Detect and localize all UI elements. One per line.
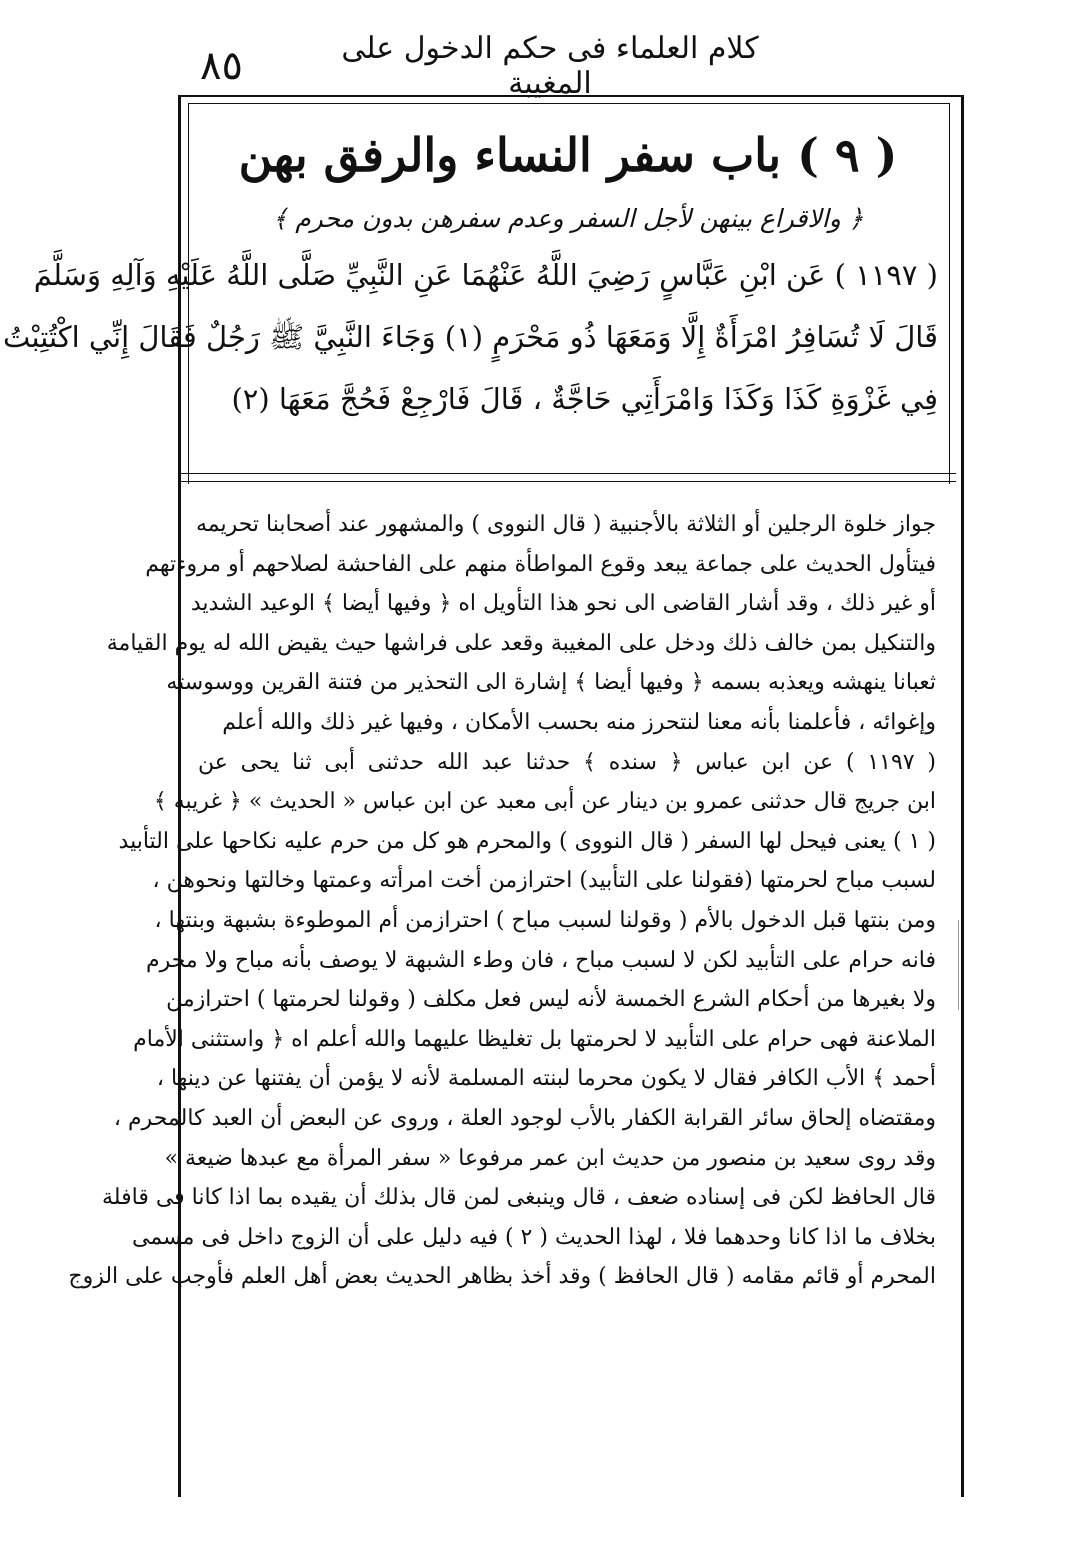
section-divider-inner — [180, 481, 956, 482]
section-divider — [180, 473, 956, 474]
running-head-title: كلام العلماء فى حكم الدخول على المغيبة — [341, 31, 759, 101]
commentary-line: فانه حرام على التأبيد لكن لا لسبب مباح ، فان وطء الشبهة لا يوصف بأنه مباح ولا محرم — [145, 947, 936, 973]
hadith-section — [3, 120, 938, 430]
commentary-line: قال الحافظ لكن فى إسناده ضعف ، قال وينبغى لمن قال بذلك أن يقيده بما اذا كانا فى قافلة — [102, 1185, 936, 1211]
commentary-section — [68, 505, 936, 1297]
chapter-subtitle: ﴿ والاقراع بينهن لأجل السفر وعدم سفرهن بدون محرم ﴾ — [272, 204, 864, 233]
commentary-line: ومقتضاه إلحاق سائر القرابة الكفار بالأب لوجود العلة ، وروى عن البعض أن العبد كالمحرم ، — [113, 1105, 936, 1131]
running-head — [180, 31, 900, 101]
commentary-line: ( ١ ) يعنى فيحل لها السفر ( قال النووى ) والمحرم هو كل من حرم عليه نكاحها على التأبيد — [118, 828, 936, 854]
commentary-line: بخلاف ما اذا كانا وحدهما فلا ، لهذا الحديث ( ٢ ) فيه دليل على أن الزوج داخل فى مسمى — [131, 1224, 936, 1250]
commentary-line: ثعبانا ينهشه ويعذبه بسمه ﴿ وفيها أيضا ﴾ إشارة الى التحذير من فتنة القرين ووسوسته — [166, 670, 936, 696]
hadith-line: فِي غَزْوَةِ كَذَا وَكَذَا وَامْرَأَتِي حَاجَّةٌ ، قَالَ فَارْجِعْ فَحُجَّ مَعَهَا (٢) — [231, 382, 938, 416]
page-number: ٨٥ — [200, 43, 243, 89]
commentary-line: المحرم أو قائم مقامه ( قال الحافظ ) وقد أخذ بظاهر الحديث بعض أهل العلم فأوجب على الزوج — [68, 1264, 936, 1290]
commentary-line: وقد روى سعيد بن منصور من حديث ابن عمر مرفوعا « سفر المرأة مع عبدها ضيعة » — [164, 1145, 936, 1171]
commentary-line: ( ١١٩٧ ) عن ابن عباس ﴿ سنده ﴾ حدثنا عبد الله حدثنى أبى ثنا يحى عن — [198, 749, 936, 775]
commentary-line: ومن بنتها قبل الدخول بالأم ( وقولنا لسبب مباح ) احترازمن أم الموطوءة بشبهة وبنتها ، — [154, 907, 936, 933]
hadith-line: ( ١١٩٧ ) عَن ابْنِ عَبَّاسٍ رَضِيَ اللَّهُ عَنْهُمَا عَنِ النَّبِيِّ صَلَّى اللَّهُ عَلَيْهِ وَآلِهِ وَسَلَّمَ — [33, 258, 938, 292]
commentary-line: الملاعنة فهى حرام على التأبيد لا لحرمتها بل تغليظا عليهما والله أعلم اه ﴿ واستثنى الأمام — [133, 1026, 936, 1052]
commentary-line: أو غير ذلك ، وقد أشار القاضى الى نحو هذا التأويل اه ﴿ وفيها أيضا ﴾ الوعيد الشديد — [190, 591, 936, 617]
hadith-line: قَالَ لَا تُسَافِرُ امْرَأَةٌ إِلَّا وَمَعَهَا ذُو مَحْرَمٍ (١) وَجَاءَ النَّبِيَّ ﷺ رَجُلٌ فَقَالَ إِنِّي اكْتُتِبْتُ — [3, 320, 938, 354]
commentary-line: جواز خلوة الرجلين أو الثلاثة بالأجنبية ( قال النووى ) والمشهور عند أصحابنا تحريمه — [195, 512, 936, 537]
commentary-line: فيتأول الحديث على جماعة يبعد وقوع المواطأة منهم على الفاحشة لصلاحهم أو مروءتهم — [145, 551, 936, 577]
chapter-title: ( ٩ ) باب سفر النساء والرفق بهن — [238, 128, 898, 182]
commentary-line: والتنكيل بمن خالف ذلك ودخل على المغيبة وقعد على فراشها حيث يقيض الله له يوم القيامة — [106, 630, 936, 656]
commentary-line: لسبب مباح لحرمتها (فقولنا على التأبيد) احترازمن أخت امرأته وعمتها وخالتها ونحوهن ، — [152, 868, 936, 894]
commentary-line: وإغوائه ، فأعلمنا بأنه معنا لنتحرز منه بحسب الأمكان ، وفيها غير ذلك والله أعلم — [222, 709, 936, 735]
commentary-line: ابن جريج قال حدثنى عمرو بن دينار عن أبى معبد عن ابن عباس « الحديث » ﴿ غريبه ﴾ — [153, 789, 936, 815]
commentary-line: ولا بغيرها من أحكام الشرع الخمسة لأنه ليس فعل مكلف ( وقولنا لحرمتها ) احترازمن — [166, 987, 936, 1013]
commentary-line: أحمد ﴾ الأب الكافر فقال لا يكون محرما لبنته المسلمة لأنه لا يؤمن أن يفتنها عن دينها ، — [156, 1066, 936, 1092]
margin-mark — [958, 920, 963, 1010]
